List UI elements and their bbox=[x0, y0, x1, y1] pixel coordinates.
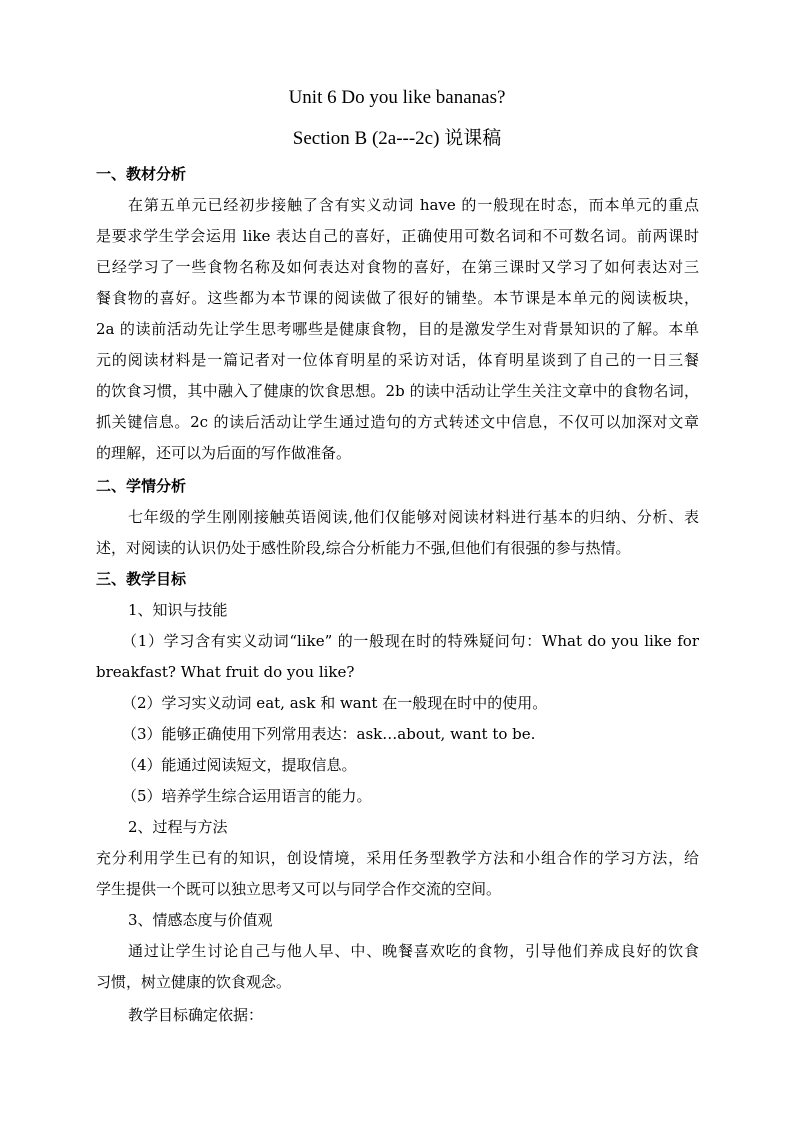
paragraph-line: 充分利用学生已有的知识，创设情境，采用任务型教学方法和小组合作的学习方法，给 bbox=[96, 849, 699, 867]
objective-item: （3）能够正确使用下列常用表达：ask…about, want to be. bbox=[122, 725, 536, 743]
objective-basis-label: 教学目标确定依据： bbox=[128, 1006, 264, 1024]
paragraph-line: 2a 的读前活动先让学生思考哪些是健康食物，目的是激发学生对背景知识的了解。本单 bbox=[96, 320, 699, 338]
paragraph-line: 是要求学生学会运用 like 表达自己的喜好，正确使用可数名词和不可数名词。前两课时 bbox=[96, 227, 699, 245]
paragraph-line: 习惯，树立健康的饮食观念。 bbox=[96, 973, 292, 991]
paragraph-line: 已经学习了一些食物名称及如何表达对食物的喜好，在第三课时又学习了如何表达对三 bbox=[96, 258, 699, 276]
paragraph-line: 的理解，还可以为后面的写作做准备。 bbox=[96, 444, 352, 462]
paragraph-line: 的饮食习惯，其中融入了健康的饮食思想。2b 的读中活动让学生关注文章中的食物名词， bbox=[96, 382, 699, 400]
paragraph-line: 七年级的学生刚刚接触英语阅读,他们仅能够对阅读材料进行基本的归纳、分析、表 bbox=[128, 508, 699, 526]
paragraph-line: 述，对阅读的认识仍处于感性阶段,综合分析能力不强,但他们有很强的参与热情。 bbox=[96, 539, 631, 557]
objective-item: （1）学习含有实义动词“like” 的一般现在时的特殊疑问句：What do you like for bbox=[122, 632, 699, 650]
objective-item: （4）能通过阅读短文，提取信息。 bbox=[122, 756, 357, 774]
paragraph-line: 学生提供一个既可以独立思考又可以与同学合作交流的空间。 bbox=[96, 880, 502, 898]
objective-item-continued: breakfast? What fruit do you like? bbox=[96, 663, 355, 681]
subsection-heading-knowledge-skills: 1、知识与技能 bbox=[128, 601, 228, 619]
paragraph-line: 通过让学生讨论自己与他人早、中、晚餐喜欢吃的食物，引导他们养成良好的饮食 bbox=[128, 942, 699, 960]
paragraph-line: 抓关键信息。2c 的读后活动让学生通过造句的方式转述文中信息，不仅可以加深对文章 bbox=[96, 413, 699, 431]
subsection-heading-process-methods: 2、过程与方法 bbox=[128, 818, 228, 836]
paragraph-line: 元的阅读材料是一篇记者对一位体育明星的采访对话，体育明星谈到了自己的一日三餐 bbox=[96, 351, 699, 369]
objective-item: （2）学习实义动词 eat, ask 和 want 在一般现在时中的使用。 bbox=[122, 694, 548, 712]
paragraph-line: 在第五单元已经初步接触了含有实义动词 have 的一般现在时态，而本单元的重点 bbox=[128, 196, 699, 214]
paragraph-line: 餐食物的喜好。这些都为本节课的阅读做了很好的铺垫。本节课是本单元的阅读板块， bbox=[96, 289, 699, 307]
section-heading-teaching-objectives: 三、教学目标 bbox=[96, 570, 187, 588]
subsection-heading-emotion-values: 3、情感态度与价值观 bbox=[128, 911, 273, 929]
document-title: Unit 6 Do you like bananas? bbox=[288, 87, 506, 108]
section-heading-textbook-analysis: 一、教材分析 bbox=[96, 165, 187, 183]
section-heading-student-analysis: 二、学情分析 bbox=[96, 477, 187, 495]
document-subtitle: Section B (2a---2c) 说课稿 bbox=[292, 128, 502, 149]
objective-item: （5）培养学生综合运用语言的能力。 bbox=[122, 787, 372, 805]
